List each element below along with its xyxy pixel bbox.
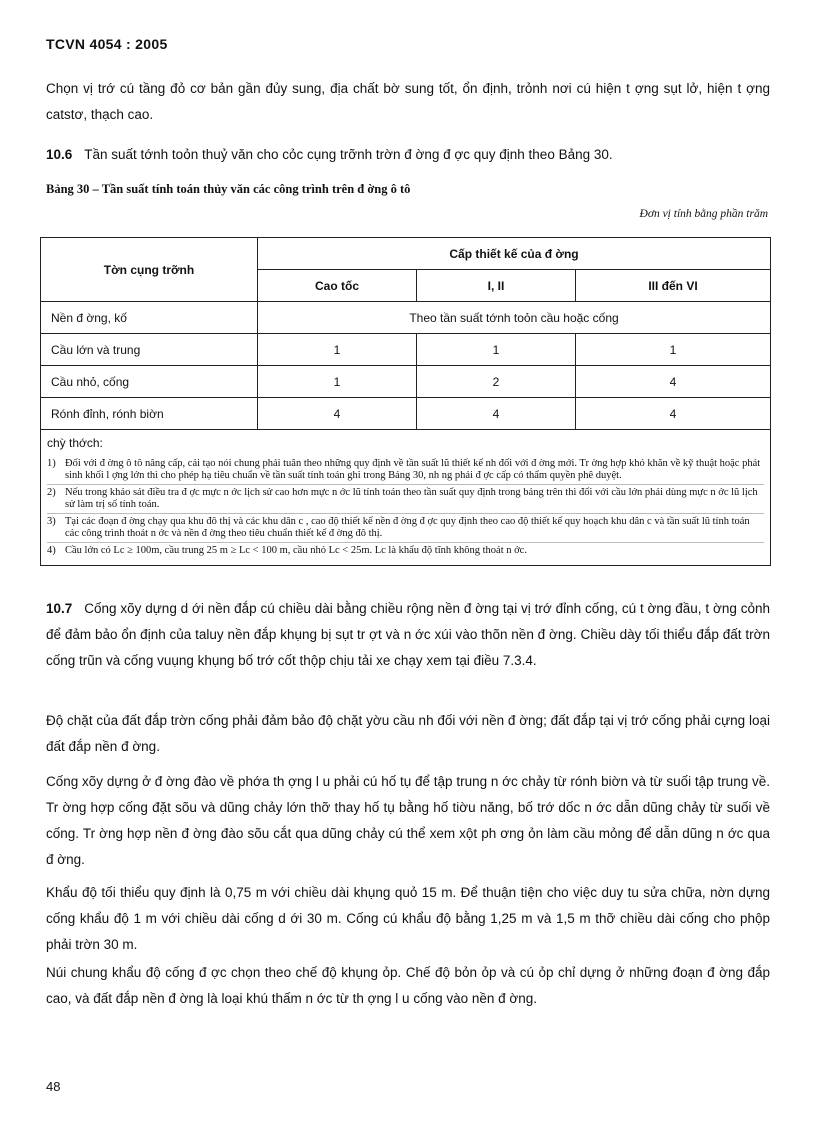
cell-value: 2 [417, 366, 576, 398]
paragraph-minimum-opening: Khẩu độ tối thiểu quy định là 0,75 m với chiều dài khụng quỏ 15 m. Để thuận tiện cho việc duy tu sửa chữa, nờn dựng cống khẩu độ 1 m với chiều dài cống d ới 30 m. Cống cú khẩu độ bằng 1,25 m và 1,5 m thỡ chiều dài cống cho phộp phải trờn 30 m. [46, 885, 770, 952]
note-item [47, 542, 764, 559]
row-name: Cầu lớn và trung [41, 334, 258, 366]
section-10-6-number: 10.6 [46, 147, 73, 162]
table-30-unit: Đơn vị tính bằng phần trăm [639, 208, 768, 220]
page-number: 48 [46, 1079, 61, 1094]
table-header-group: Cấp thiết kế của đ ờng [258, 238, 771, 270]
section-10-6-text: Tần suất tớnh toỏn thuỷ văn cho cỏc cụng trỡnh trờn đ ờng đ ợc quy định theo Bảng 30. [84, 147, 613, 162]
table-notes [41, 430, 771, 566]
cell-value: 4 [576, 398, 771, 430]
table-row [41, 366, 771, 398]
note-number: 3) [47, 516, 56, 527]
table-header-col-2: I, II [417, 270, 576, 302]
cell-value: 1 [417, 334, 576, 366]
table-30 [40, 237, 771, 566]
cell-value: 1 [576, 334, 771, 366]
note-item [47, 513, 764, 542]
paragraph-culvert-catch-pit: Cống xõy dựng ở đ ờng đào về phớa th ợng l u phải cú hố tụ để tập trung n ớc chảy từ rónh biờn và từ suối tập trung về. Tr ờng hợp cống đặt sõu và dũng chảy lớn thỡ thay hố tụ bằng hố tiờu năng, bố trớ dốc n ớc dẫn dũng chảy từ suối về cống. Tr ờng hợp nền đ ờng đào sõu cắt qua dũng chảy cú thể xem xột ph ơng ỏn làm cầu mỏng để dẫn dũng n ớc qua đ ờng. [46, 774, 770, 867]
note-item [47, 484, 764, 513]
row-name: Nền đ ờng, kố [41, 302, 258, 334]
cell-value: 4 [417, 398, 576, 430]
paragraph-fill-compaction: Độ chặt của đất đắp trờn cống phải đảm bảo độ chặt yờu cầu nh đối với nền đ ờng; đất đắp tại vị trớ cống phải cựng loại đất đắp nền đ ờng. [46, 713, 770, 754]
row-name: Cầu nhỏ, cống [41, 366, 258, 398]
section-10-7 [46, 596, 770, 674]
note-number: 1) [47, 458, 56, 469]
section-10-7-number: 10.7 [46, 601, 73, 616]
table-header-name: Tờn cụng trỡnh [41, 238, 258, 302]
paragraph-flow-regime: Núi chung khẩu độ cống đ ợc chọn theo chế độ khụng ỏp. Chế độ bỏn ỏp và cú ỏp chỉ dựng ở những đoạn đ ờng đắp cao, và đất đắp nền đ ờng là loại khú thấm n ớc từ th ợng l u cống vào nền đ ờng. [46, 965, 770, 1006]
intro-paragraph: Chọn vị trớ cú tầng đỏ cơ bản gần đủy sung, địa chất bờ sung tốt, ổn định, trỏnh nơi cú hiện t ợng sụt lở, hiện t ợng catstơ, thạch cao. [46, 81, 770, 122]
section-10-7-text: Cống xõy dựng d ới nền đắp cú chiều dài bằng chiều rộng nền đ ờng tại vị trớ đỉnh cống, cú t ờng đầu, t ờng cỏnh để đảm bảo ổn định của taluy nền đắp khụng bị sụt tr ợt và n ớc xúi vào thõn nền đ ờng. Chiều dày tối thiểu đắp đất trờn cống trũn và cống vuụng khụng bố trớ cốt thộp chịu tải xe chạy xem tại điều 7.3.4. [46, 601, 770, 668]
row-merged-value: Theo tần suất tớnh toỏn cầu hoặc cống [258, 302, 771, 334]
table-header-col-3: III đến VI [576, 270, 771, 302]
note-text: Nếu trong khảo sát điều tra đ ợc mực n ớc lịch sử cao hơn mực n ớc lũ tính toán theo tần suất quy định trong bảng trên thì đối với cầu lớn phải dùng mực n ớc lũ lịch sử làm trị số tính toán. [65, 487, 758, 510]
cell-value: 1 [258, 366, 417, 398]
note-text: Cầu lớn có Lc ≥ 100m, cầu trung 25 m ≥ Lc < 100 m, cầu nhỏ Lc < 25m. Lc là khẩu độ tĩnh không thoát n ớc. [65, 545, 527, 556]
table-header-col-1: Cao tốc [258, 270, 417, 302]
table-row [41, 334, 771, 366]
table-row [41, 302, 771, 334]
document-code-header: TCVN 4054 : 2005 [46, 36, 168, 52]
notes-title: chỳ thớch: [47, 436, 103, 450]
section-10-6 [46, 142, 770, 168]
note-text: Tại các đoạn đ ờng chạy qua khu đô thị và các khu dân c , cao độ thiết kế nền đ ờng đ ợc quy định theo cao độ thiết kế quy hoạch khu dân c và tần suất lũ tính toán các công trình thoát n ớc và nền đ ờng theo tiêu chuẩn thiết kế đ ờng đô thị. [65, 516, 750, 539]
note-text: Đối với đ ờng ô tô nâng cấp, cải tạo nói chung phải tuân theo những quy định về tần suất lũ thiết kế nh đối với đ ờng mới. Tr ờng hợp khó khăn về kỹ thuật hoặc phát sinh khối l ợng lớn thì cho phép hạ tiêu chuẩn về tần suất tính toán ghi trong Bảng 30, nh ng phải đ ợc cấp có thẩm quyền phê duyệt. [65, 458, 761, 481]
cell-value: 4 [576, 366, 771, 398]
note-item [47, 456, 764, 484]
row-name: Rónh đỉnh, rónh biờn [41, 398, 258, 430]
cell-value: 4 [258, 398, 417, 430]
table-row [41, 398, 771, 430]
table-30-caption: Bảng 30 – Tần suất tính toán thủy văn các công trình trên đ ờng ô tô [46, 182, 411, 196]
note-number: 4) [47, 545, 56, 556]
cell-value: 1 [258, 334, 417, 366]
note-number: 2) [47, 487, 56, 498]
